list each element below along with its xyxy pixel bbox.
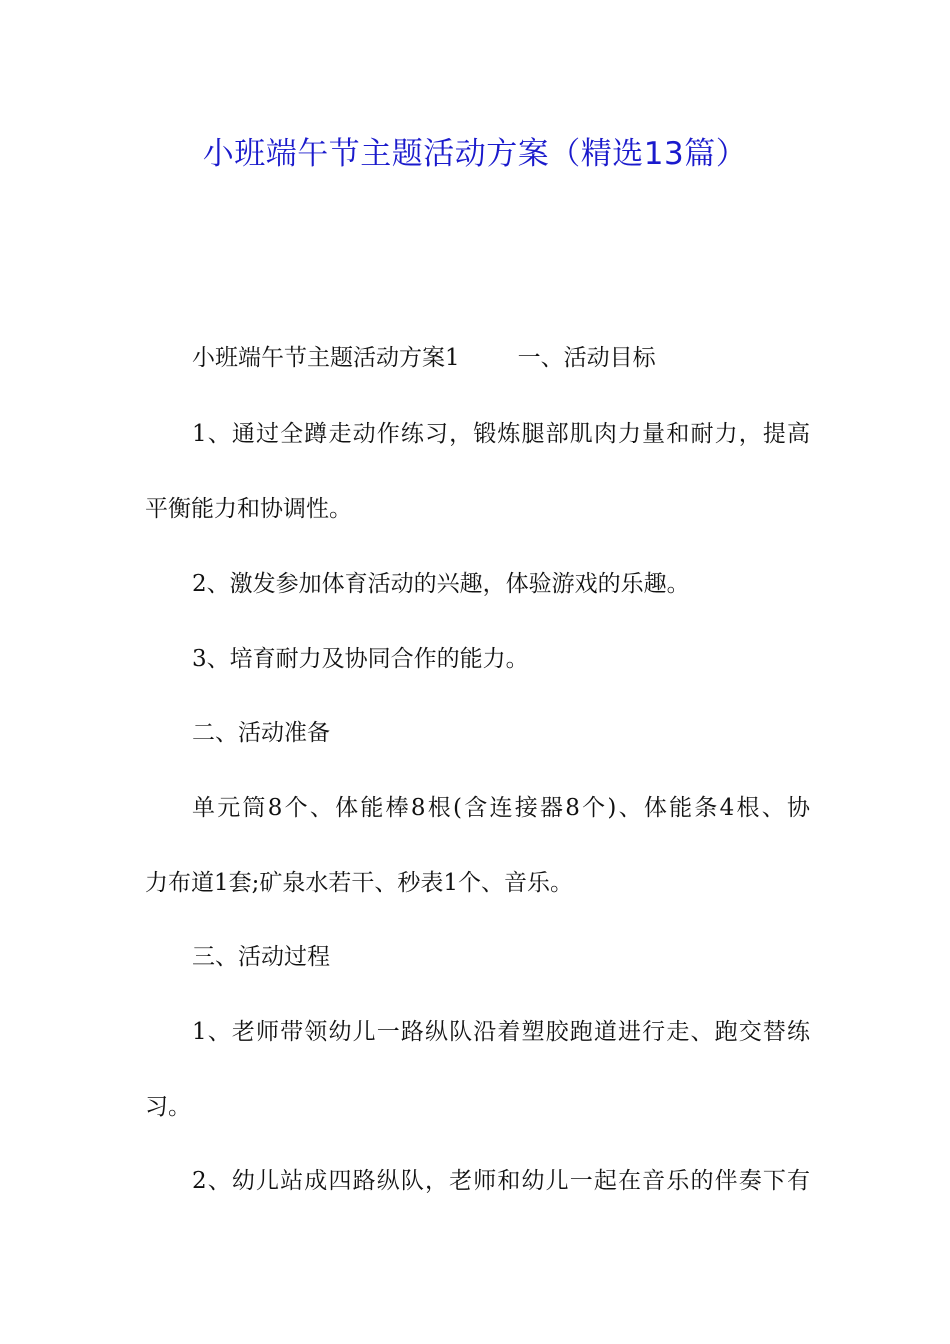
paragraph-line: 平衡能力和协调性。 [145, 496, 352, 522]
paragraph-line [145, 342, 810, 374]
section-heading-preparation: 二、活动准备 [192, 720, 330, 746]
paragraph-line: 2、激发参加体育活动的兴趣，体验游戏的乐趣。 [192, 571, 690, 597]
section-heading-goals: 一、活动目标 [517, 345, 656, 371]
paragraph-line: 1、通过全蹲走动作练习，锻炼腿部肌肉力量和耐力，提高 [192, 421, 810, 447]
plan-heading: 小班端午节主题活动方案1 [192, 345, 460, 371]
paragraph-line: 1、老师带领幼儿一路纵队沿着塑胶跑道进行走、跑交替练 [192, 1019, 810, 1045]
paragraph-line: 习。 [145, 1094, 191, 1120]
document-title: 小班端午节主题活动方案（精选13篇） [202, 136, 748, 172]
section-heading-process: 三、活动过程 [192, 944, 330, 970]
paragraph-line: 3、培育耐力及协同合作的能力。 [192, 646, 529, 672]
paragraph-line: 力布道1套;矿泉水若干、秒表1个、音乐。 [145, 870, 574, 896]
paragraph-line: 单元筒8个、体能棒8根(含连接器8个)、体能条4根、协 [192, 795, 810, 821]
paragraph-line: 2、幼儿站成四路纵队，老师和幼儿一起在音乐的伴奏下有 [192, 1168, 810, 1194]
